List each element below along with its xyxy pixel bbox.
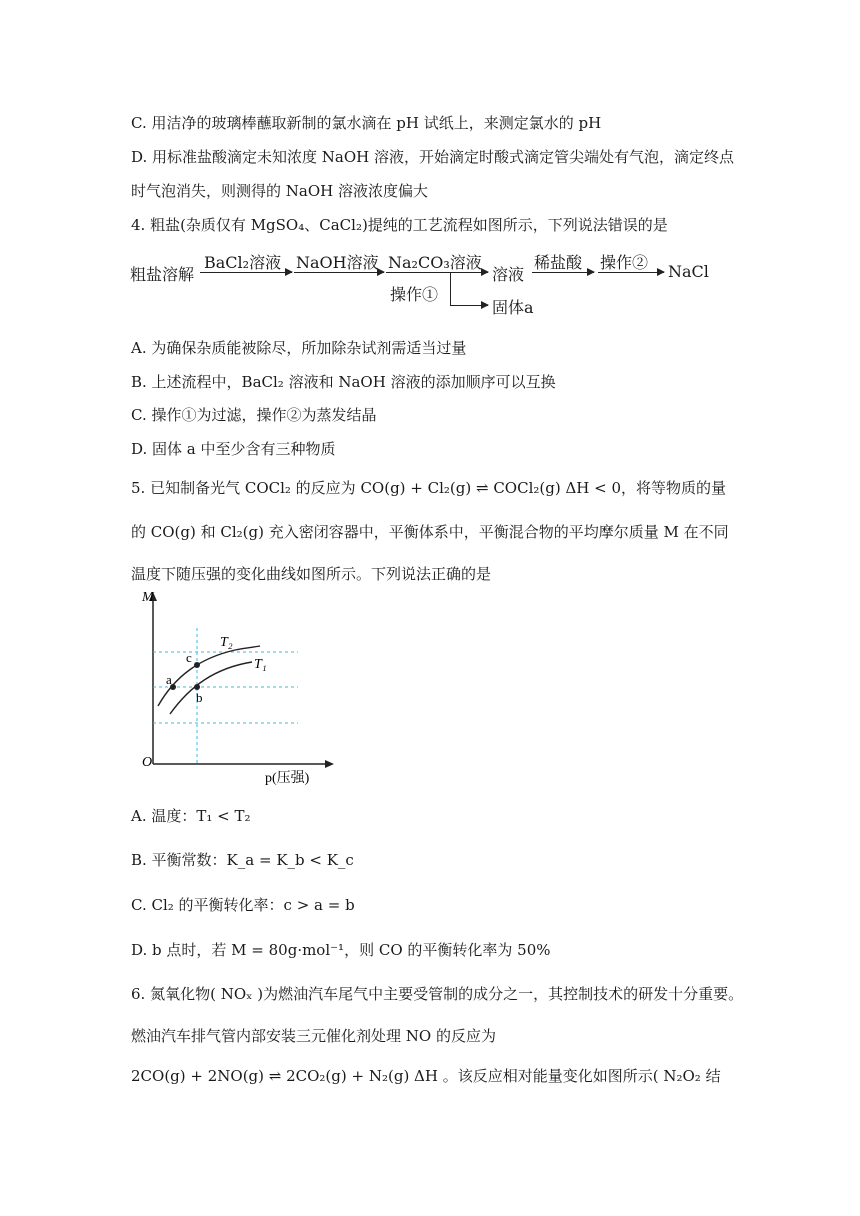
- point-b-label: b: [196, 690, 203, 705]
- q5-option-c: C. Cl₂ 的平衡转化率：c > a = b: [131, 896, 355, 914]
- q5-option-a: A. 温度：T₁ < T₂: [131, 807, 251, 825]
- q4-option-c: C. 操作①为过滤，操作②为蒸发结晶: [131, 406, 377, 424]
- x-axis-label: p(压强): [265, 771, 310, 786]
- q6-stem-line3: 2CO(g) + 2NO(g) ⇌ 2CO₂(g) + N₂(g) ΔH 。该反应相对能量变化如图所示( N₂O₂ 结: [131, 1067, 721, 1085]
- origin-label: O: [142, 755, 153, 770]
- q4-option-b: B. 上述流程中，BaCl₂ 溶液和 NaOH 溶液的添加顺序可以互换: [131, 373, 556, 391]
- curve-t1: [170, 662, 252, 714]
- y-axis-label: M: [142, 590, 154, 605]
- flow-solution: 溶液: [492, 265, 525, 284]
- flow-arrow-solid: [450, 305, 488, 306]
- point-c-marker: [194, 662, 200, 668]
- q5-option-d: D. b 点时，若 M = 80g·mol⁻¹，则 CO 的平衡转化率为 50%: [131, 941, 551, 959]
- flow-reagent-1: BaCl₂溶液: [204, 253, 282, 272]
- flow-op-1: 操作①: [390, 285, 439, 304]
- point-a-label: a: [166, 672, 172, 687]
- q6-stem-line1: 6. 氮氧化物( NOₓ )为燃油汽车尾气中主要受管制的成分之一，其控制技术的研发十分重要。: [131, 985, 744, 1003]
- q5-stem-line3: 温度下随压强的变化曲线如图所示。下列说法正确的是: [131, 565, 492, 583]
- flow-reagent-3: Na₂CO₃溶液: [388, 253, 482, 272]
- q6-stem-line2: 燃油汽车排气管内部安装三元催化剂处理 NO 的反应为: [131, 1027, 496, 1045]
- point-c-label: c: [186, 650, 192, 665]
- q5-stem-line2: 的 CO(g) 和 Cl₂(g) 充入密闭容器中，平衡体系中，平衡混合物的平均摩尔质量 M 在不同: [131, 523, 729, 541]
- curve-t1-label: T₁: [254, 657, 267, 672]
- flow-op-2: 操作②: [600, 253, 649, 272]
- q5-option-b: B. 平衡常数：K_a = K_b < K_c: [131, 851, 354, 869]
- x-axis-arrow: [325, 760, 334, 768]
- flow-branch-line: [450, 272, 451, 305]
- q4-stem: 4. 粗盐(杂质仅有 MgSO₄、CaCl₂)提纯的工艺流程如图所示，下列说法错误的是: [131, 216, 668, 234]
- q3-option-c: C. 用洁净的玻璃棒蘸取新制的氯水滴在 pH 试纸上，来测定氯水的 pH: [131, 114, 602, 132]
- q4-flow-diagram: [128, 248, 728, 323]
- q3-option-d-line2: 时气泡消失，则测得的 NaOH 溶液浓度偏大: [131, 182, 428, 200]
- flow-acid: 稀盐酸: [534, 253, 583, 272]
- flow-product: NaCl: [668, 262, 709, 281]
- q4-option-a: A. 为确保杂质能被除尽，所加除杂试剂需适当过量: [131, 339, 467, 357]
- q5-stem-line1: 5. 已知制备光气 COCl₂ 的反应为 CO(g) + Cl₂(g) ⇌ COCl₂(g) ΔH < 0，将等物质的量: [131, 479, 727, 497]
- curve-t2: [158, 646, 260, 706]
- flow-reagent-2: NaOH溶液: [296, 253, 379, 272]
- flow-start: 粗盐溶解: [130, 265, 195, 284]
- q4-option-d: D. 固体 a 中至少含有三种物质: [131, 440, 336, 458]
- q5-graph: [130, 586, 340, 791]
- q3-option-d-line1: D. 用标准盐酸滴定未知浓度 NaOH 溶液，开始滴定时酸式滴定管尖端处有气泡，滴定终点: [131, 148, 735, 166]
- flow-solid-a: 固体a: [492, 298, 534, 317]
- curve-t2-label: T₂: [220, 635, 233, 650]
